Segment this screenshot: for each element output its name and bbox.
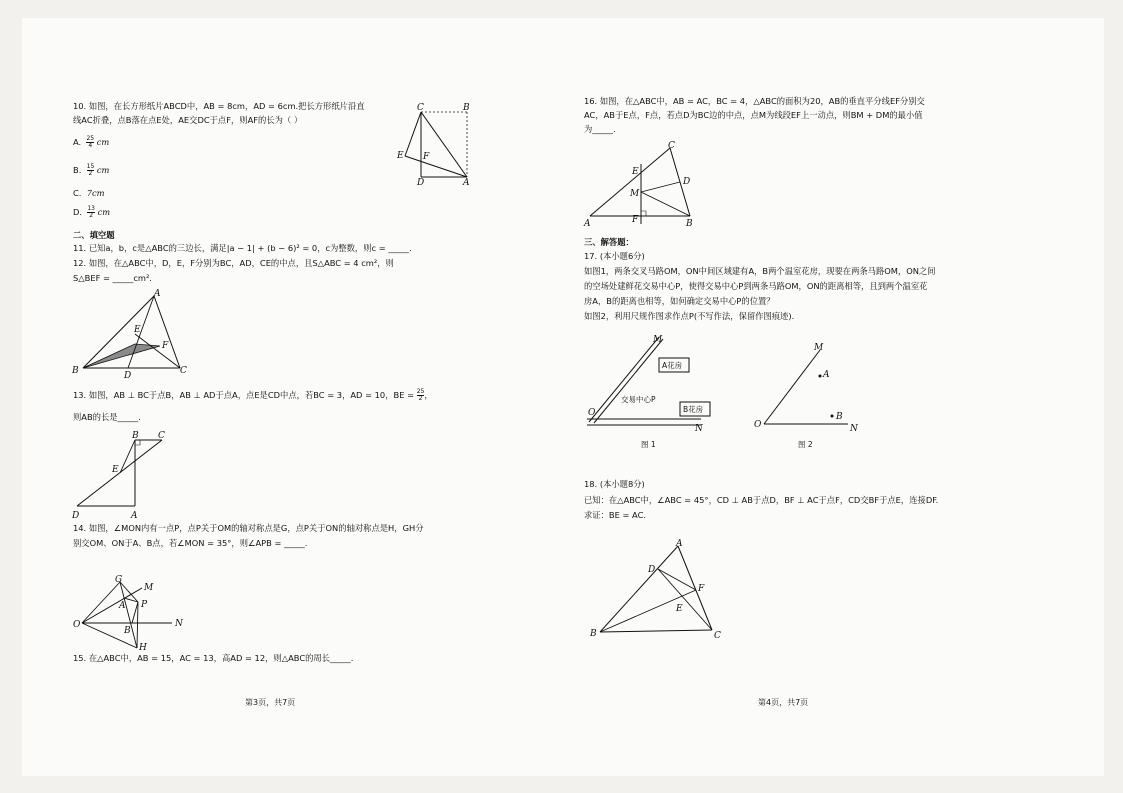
q17-fig1-b-box: B花房 [683,405,704,414]
q12-label-c: C [180,366,187,376]
q17-fig2-label-m: M [814,343,824,353]
q18-label-b: B [590,629,597,639]
q17-fig2-label-a: A [823,370,830,380]
q15-text: 15. 在△ABC中，AB = 15，AC = 13，高AD = 12，则△ABC的周长_____. [73,653,354,663]
q10-option-d: D. $\frac{13}{2}$ cm [73,205,111,219]
section2-title: 二、填空题 [73,230,115,240]
q17-fig2-label-b: B [836,412,843,422]
q14-label-p: P [141,600,148,610]
q10-option-c: C. 7cm [73,188,105,198]
q18-title: 18. (本小题8分) [584,479,645,489]
q12-line2: S△BEF = _____cm². [73,273,152,283]
q10-label-f: F [423,152,430,162]
q16-line2: AC，AB于E点，F点，若点D为BC边的中点，点M为线段EF上一动点，则BM + DM的最小值 [584,110,923,120]
q16-label-f: F [632,215,639,225]
q14-line2: 别交OM、ON于A、B点，若∠MON = 35°，则∠APB = _____. [73,538,308,548]
q10-label-a: A [463,178,470,188]
q18-line1: 已知：在△ABC中，∠ABC = 45°，CD ⊥ AB于点D，BF ⊥ AC于点F，CD交BF于点E，连接DF. [584,495,939,505]
q18-label-c: C [714,631,721,641]
q10-stem-line2: 线AC折叠，点B落在点E处，AE交DC于点F，则AF的长为（ ） [73,115,303,125]
q17-fig1-label-o: O [588,408,596,418]
q10-option-a: A. $\frac{25}{4}$ cm [73,135,110,149]
q17-fig1-label-m: M [653,335,663,345]
q14-label-b: B [124,626,131,636]
q12-label-a: A [154,289,161,299]
right-page-footer: 第4页，共7页 [758,698,809,707]
q17-fig2-caption: 图 2 [798,440,813,449]
q16-label-c: C [668,141,675,151]
q12-label-f: F [162,341,169,351]
q18-label-e: E [676,604,683,614]
q17-fig1-label-n: N [695,424,703,434]
q14-label-h: H [139,643,147,653]
q17-fig2-label-n: N [850,424,858,434]
q10-option-b: B. $\frac{15}{2}$ cm [73,163,110,177]
left-page-footer: 第3页，共7页 [245,698,296,707]
q14-label-g: G [115,575,123,585]
q16-label-e: E [632,167,639,177]
q10-stem-line1: 10. 如图，在长方形纸片ABCD中，AB = 8cm，AD = 6cm.把长方形纸片沿直 [73,101,365,111]
q17-fig1-center: 交易中心P [621,395,656,404]
q17-figure2 [750,340,865,450]
q17-line3: 房A，B的距离也相等，如何确定交易中心P的位置？ [584,296,775,306]
q16-line3: 为_____. [584,124,616,134]
q16-label-a: A [584,219,591,229]
q16-label-b: B [686,219,693,229]
q13-label-b: B [132,431,139,441]
q14-label-a: A [119,601,126,611]
q17-figure1 [585,335,710,450]
q14-label-m: M [144,583,154,593]
q10-label-d: D [417,178,425,188]
q14-label-o: O [73,620,81,630]
q11-text: 11. 已知a，b，c是△ABC的三边长，满足|a − 1| + (b − 6)² = 0，c为整数，则c = _____. [73,243,412,253]
q13-label-e: E [112,465,119,475]
q13-label-d: D [72,511,80,521]
q14-label-n: N [175,619,183,629]
q14-figure [72,570,192,654]
q18-figure [588,538,728,644]
q10-figure [395,100,485,195]
section3-title: 三、解答题： [584,237,634,247]
q10-label-b: B [463,103,470,113]
q10-label-e: E [397,151,404,161]
q17-line1: 如图1，两条交叉马路OM，ON中间区域建有A，B两个温室花房，现要在两条马路OM，ON之间 [584,266,936,276]
q13-line1: 13. 如图，AB ⊥ BC于点B，AB ⊥ AD于点A，点E是CD中点，若BC = 3，AD = 10，BE = $\frac{25}{2}$ ， [73,388,433,402]
q17-title: 17. (本小题6分) [584,251,645,261]
q18-label-d: D [648,565,656,575]
q10-label-c: C [417,103,424,113]
q12-label-b: B [72,366,79,376]
q12-label-d: D [124,371,132,381]
q13-label-c: C [158,431,165,441]
q17-line2: 的空场处建鲜花交易中心P，使得交易中心P到两条马路OM，ON的距离相等，且到两个温室花 [584,281,928,291]
q16-figure [582,140,707,232]
q13-line2: 则AB的长是_____. [73,412,141,422]
q18-label-a: A [676,539,683,549]
q16-label-d: D [683,177,691,187]
q12-line1: 12. 如图，在△ABC中，D，E，F分别为BC，AD，CE的中点，且S△ABC = 4 cm²，则 [73,258,394,268]
q17-fig2-label-o: O [754,420,762,430]
q13-label-a: A [131,511,138,521]
q18-label-f: F [698,584,705,594]
q17-line4: 如图2，利用尺规作图求作点P(不写作法，保留作图痕迹). [584,311,795,321]
q17-fig1-a-box: A花房 [662,361,683,370]
q14-line1: 14. 如图，∠MON内有一点P，点P关于OM的轴对称点是G，点P关于ON的轴对称点是H，GH分 [73,523,424,533]
q18-line2: 求证：BE = AC. [584,510,647,520]
q16-label-m: M [630,189,640,199]
q17-fig1-caption: 图 1 [641,440,656,449]
q12-figure [70,288,195,380]
q16-line1: 16. 如图，在△ABC中，AB = AC，BC = 4，△ABC的面积为20，AB的垂直平分线EF分别交 [584,96,925,106]
q12-label-e: E [134,325,141,335]
q13-figure [72,428,182,520]
